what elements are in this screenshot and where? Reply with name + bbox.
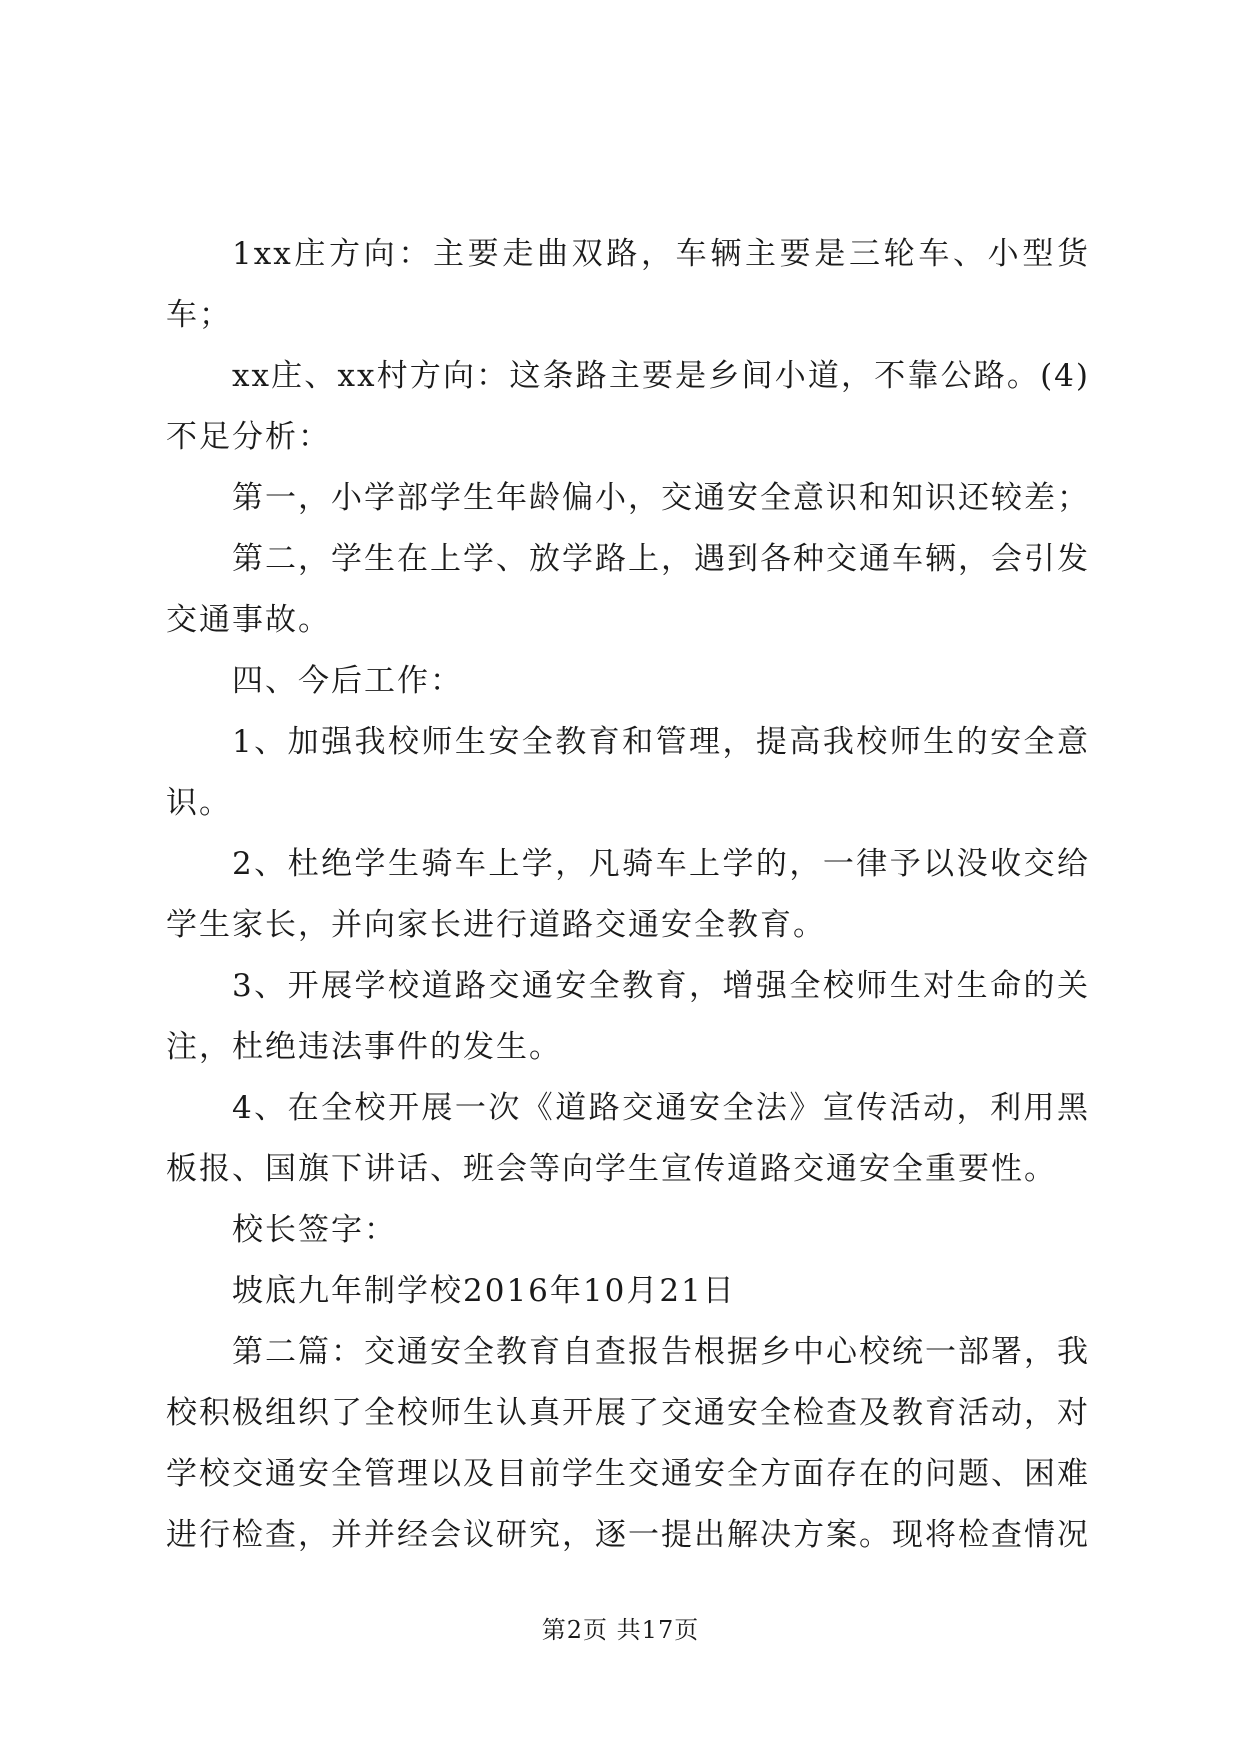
paragraph-item-1: 1、加强我校师生安全教育和管理，提高我校师生的安全意识。 <box>166 724 1090 821</box>
document-body <box>166 224 1090 1566</box>
paragraph-route-1: 1xx庄方向：主要走曲双路，车辆主要是三轮车、小型货车； <box>166 236 1090 333</box>
paragraph-item-2: 2、杜绝学生骑车上学，凡骑车上学的，一律予以没收交给学生家长，并向家长进行道路交通安全教育。 <box>166 846 1090 943</box>
paragraph-deficiency-2: 第二，学生在上学、放学路上，遇到各种交通车辆，会引发交通事故。 <box>166 541 1090 638</box>
section-heading-future-work: 四、今后工作： <box>232 663 463 699</box>
paragraph-second-article: 第二篇：交通安全教育自查报告根据乡中心校统一部署，我校积极组织了全校师生认真开展了交通安全检查及教育活动，对学校交通安全管理以及目前学生交通安全方面存在的问题、困难进行检查，并并经会议研究，逐一提出解决方案。现将检查情况 <box>166 1334 1090 1553</box>
paragraph-item-4: 4、在全校开展一次《道路交通安全法》宣传活动，利用黑板报、国旗下讲话、班会等向学生宣传道路交通安全重要性。 <box>166 1090 1090 1187</box>
principal-signature-label: 校长签字： <box>232 1212 397 1248</box>
paragraph-route-2: xx庄、xx村方向：这条路主要是乡间小道，不靠公路。(4)不足分析： <box>166 358 1090 455</box>
school-date-line: 坡底九年制学校2016年10月21日 <box>232 1273 736 1309</box>
page-number-footer: 第2页 共17页 <box>541 1616 700 1644</box>
paragraph-deficiency-1: 第一，小学部学生年龄偏小，交通安全意识和知识还较差； <box>232 480 1090 516</box>
paragraph-item-3: 3、开展学校道路交通安全教育，增强全校师生对生命的关注，杜绝违法事件的发生。 <box>166 968 1090 1065</box>
